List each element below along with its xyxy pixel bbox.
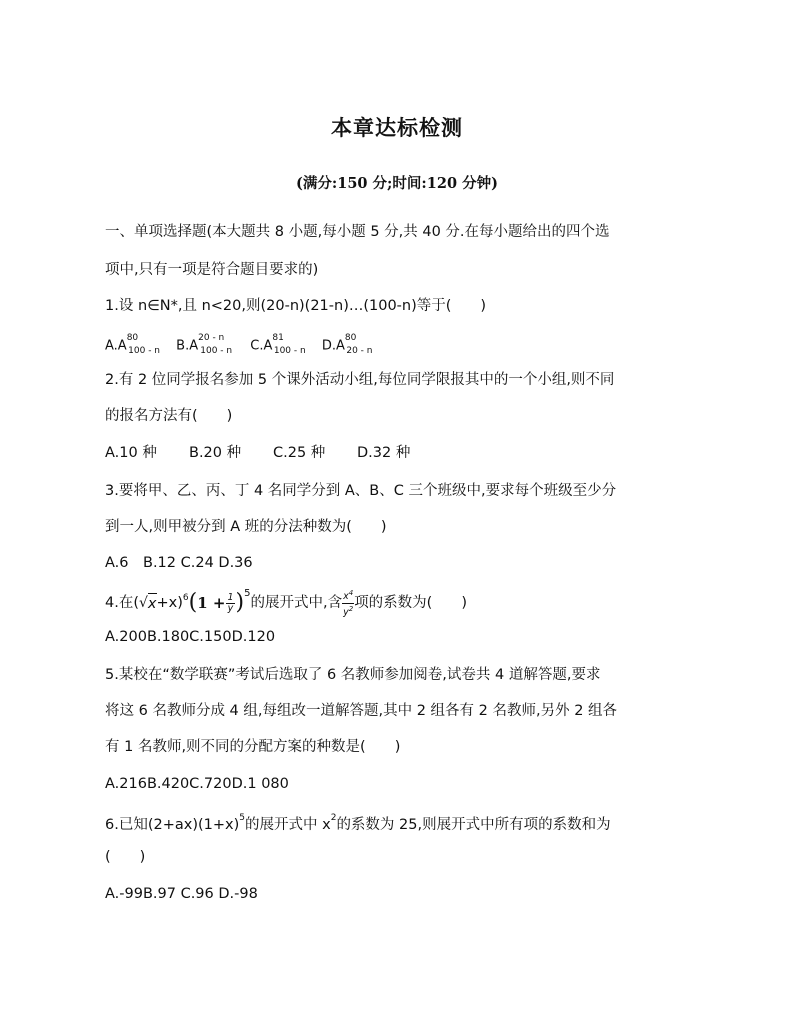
q2-option-b: B.20 种: [189, 445, 242, 461]
q3-options: A.6 B.12 C.24 D.36: [105, 555, 253, 571]
q3-stem-line1: 3.要将甲、乙、丙、丁 4 名同学分到 A、B、C 三个班级中,要求每个班级至少分: [105, 483, 617, 499]
open-paren: (: [188, 590, 198, 615]
q5-stem-line3: 有 1 名教师,则不同的分配方案的种数是( ): [105, 739, 401, 755]
q1-option-d: $D.A^{80}_{20 - n}$: [321, 333, 373, 356]
q1-option-a: $A.A^{80}_{100 - n}$: [105, 333, 161, 356]
page-title: 本章达标检测: [331, 115, 463, 140]
q2-stem-line2: 的报名方法有( ): [105, 408, 233, 424]
q5-stem-line1: 5.某校在“数学联赛”考试后选取了 6 名教师参加阅卷,试卷共 4 道解答题,要求: [105, 667, 601, 683]
q5-options: A.216B.420C.720D.1 080: [105, 776, 289, 792]
sqrt-symbol: √: [139, 595, 148, 611]
q2-option-c: C.25 种: [273, 445, 326, 461]
q1-stem: 1.设 n∈N*,且 n<20,则(20-n)(21-n)…(100-n)等于( ): [105, 298, 487, 314]
q5-stem-line2: 将这 6 名教师分成 4 组,每组改一道解答题,其中 2 组各有 2 名教师,另外 2 组各: [105, 703, 618, 719]
q1-options: [105, 332, 383, 361]
fraction-1-over-y: $\frac{1}{y}$: [227, 591, 234, 614]
section-heading-line2: 项中,只有一项是符合题目要求的): [105, 262, 319, 278]
close-paren: ): [235, 590, 245, 615]
q4-stem: 4.在( √ x +x) $^6$ ( 1 + $\frac{1}{y}$ ) $^5$ 的展开式中,含 $\frac{x^4}{y^2}$ 项的系数为( ): [105, 588, 468, 618]
section-heading-line1: 一、单项选择题(本大题共 8 小题,每小题 5 分,共 40 分.在每小题给出的四个选: [105, 224, 610, 240]
q6-options: A.-99B.97 C.96 D.-98: [105, 886, 258, 902]
q1-option-b: $B.A^{20 - n}_{100 - n}$: [176, 333, 233, 356]
q2-options: [105, 443, 410, 463]
q3-stem-line2: 到一人,则甲被分到 A 班的分法种数为( ): [105, 519, 387, 535]
q6-stem-line2: ( ): [105, 849, 146, 865]
fraction-x4-over-y2: $\frac{x^4}{y^2}$: [343, 589, 354, 618]
q2-stem-line1: 2.有 2 位同学报名参加 5 个课外活动小组,每位同学限报其中的一个小组,则不同: [105, 372, 615, 388]
page-subtitle: (满分:150 分;时间:120 分钟): [296, 175, 498, 192]
q1-option-c: $C.A^{81}_{100 - n}$: [250, 333, 306, 356]
q4-options: A.200B.180C.150D.120: [105, 629, 276, 645]
q2-option-a: A.10 种: [105, 445, 157, 461]
q6-stem-line1: 6.已知$(2+ax)(1+x)^5$的展开式中 $x^2$的系数为 25,则展开式中所有项的系数和为: [105, 813, 611, 833]
q2-option-d: D.32 种: [357, 445, 411, 461]
